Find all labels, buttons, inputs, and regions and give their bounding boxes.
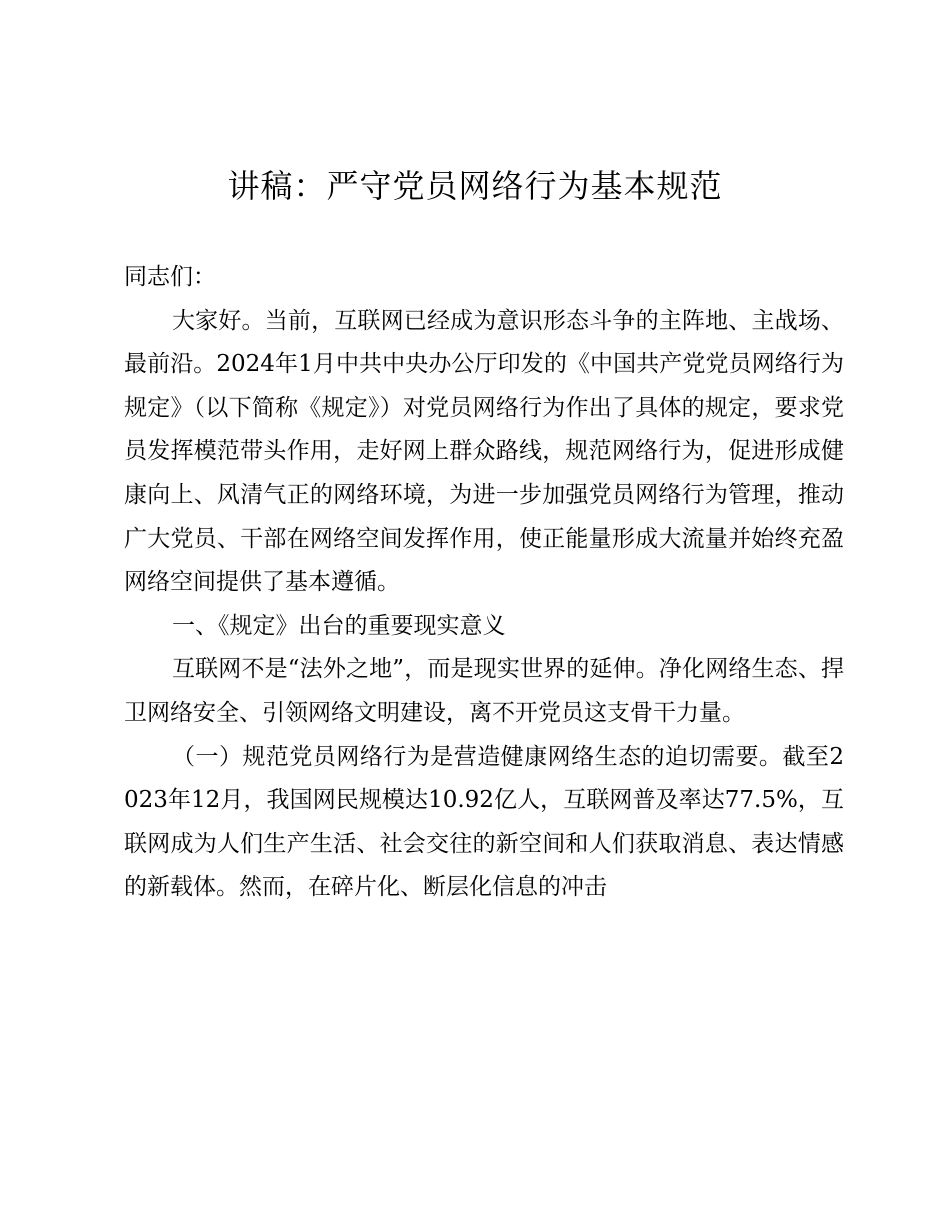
paragraph-section-1: 互联网不是“法外之地”，而是现实世界的延伸。净化网络生态、捍卫网络安全、引领网络文明建设，离不开党员这支骨干力量。: [124, 656, 844, 726]
document-title: 讲稿：严守党员网络行为基本规范: [227, 167, 723, 205]
paragraph-intro: 大家好。当前，互联网已经成为意识形态斗争的主阵地、主战场、最前沿。2024年1月中共中央办公厅印发的《中国共产党党员网络行为规定》（以下简称《规定》）对党员网络行为作出了具体的规定，要求党员发挥模范带头作用，走好网上群众路线，规范网络行为，促进形成健康向上、风清气正的网络环境，为进一步加强党员网络行为管理，推动广大党员、干部在网络空间发挥作用，使正能量形成大流量并始终充盈网络空间提供了基本遵循。: [124, 307, 844, 596]
section-heading-1: 一、《规定》出台的重要现实意义: [172, 612, 506, 639]
paragraph-subsection-1: （一）规范党员网络行为是营造健康网络生态的迫切需要。截至2023年12月，我国网民规模达10.92亿人，互联网普及率达77.5%，互联网成为人们生产生活、社会交往的新空间和人们获取消息、表达情感的新载体。然而，在碎片化、断层化信息的冲击: [124, 743, 844, 901]
document-body: [124, 256, 844, 910]
salutation: 同志们：: [124, 264, 216, 290]
